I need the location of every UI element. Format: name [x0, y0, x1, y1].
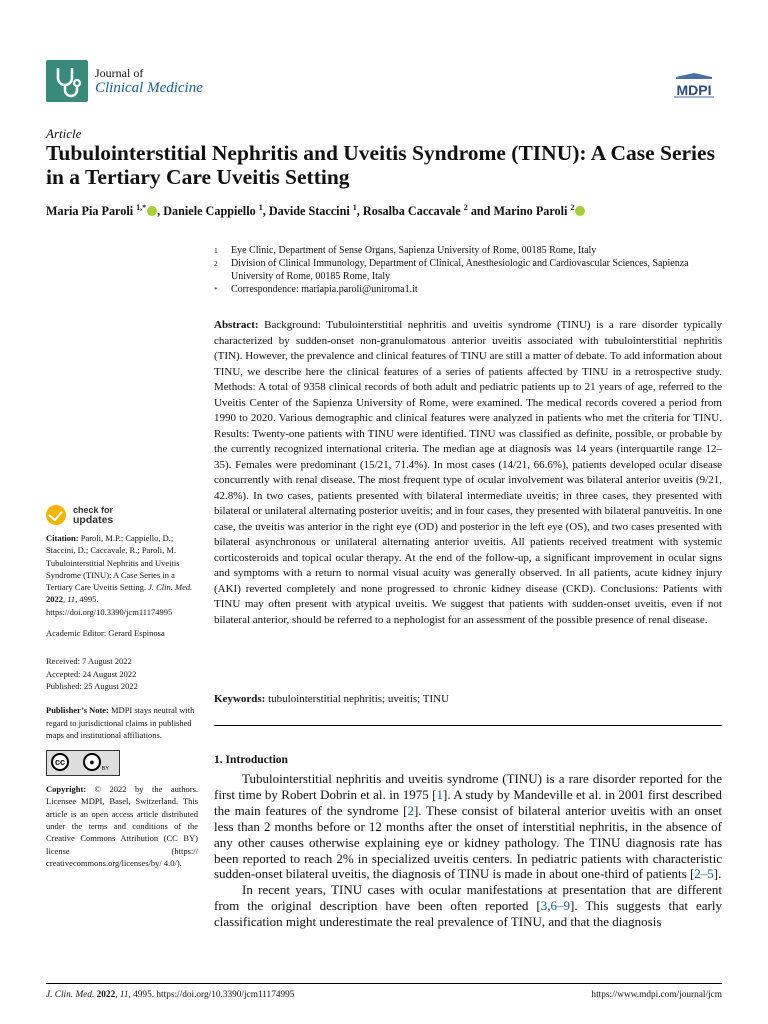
citation-year: 2022 [46, 594, 63, 605]
footer-doi[interactable]: , 4995. https://doi.org/10.3390/jcm11174995 [128, 990, 295, 1000]
introduction-body [214, 771, 722, 930]
reference-link[interactable]: 2–5 [694, 866, 714, 882]
publisher-name: MDPI [676, 82, 712, 98]
author-affiliation-mark: 1,* [136, 203, 147, 212]
academic-editor: Academic Editor: Gerard Espinosa [46, 628, 165, 639]
author-name: Marino Paroli [493, 204, 571, 219]
affiliation-number: 1 [214, 246, 218, 255]
footer-journal: J. Clin. Med. [46, 990, 95, 1000]
citation-label: Citation: [46, 533, 79, 543]
affiliation-item [214, 257, 724, 283]
intro-paragraph: In recent years, TINU cases with ocular manifestations at presentation that are different from the original description have been often reported [3,6–9]. This suggests that early classification might underestimate the real prevalence of TINU, and that the diagnosis [214, 882, 722, 930]
author-name: Maria Pia Paroli [46, 204, 137, 219]
cc-icon: cc [51, 753, 69, 771]
author-name: Daniele Cappiello [163, 204, 259, 219]
footer-year: 2022 [96, 990, 116, 1000]
reference-link[interactable]: 1 [436, 786, 443, 802]
copyright [46, 783, 198, 869]
published-date: Published: 25 August 2022 [46, 680, 138, 691]
affiliation-number: 2 [214, 259, 218, 268]
affiliation-item [214, 283, 724, 296]
affiliations [214, 244, 724, 296]
abstract-label: Abstract: [214, 319, 259, 331]
journal-logo [46, 60, 88, 102]
affiliation-text: Eye Clinic, Department of Sense Organs, Sapienza University of Rome, 00185 Rome, Italy [231, 245, 597, 256]
publishers-note [46, 704, 198, 741]
author-name: Rosalba Caccavale [362, 204, 464, 219]
citation: Citation: Paroli, M.P.; Cappiello, D.; Staccini, D.; Caccavale, R.; Paroli, M. Tubulointerstitial Nephritis and Uveitis Syndrome (TINU): A Case Series in a Tertiary Care Uveitis Setting. J. Clin. Med. 2022, 11, 4995. https://doi.org/10.3390/jcm11174995 [46, 533, 193, 617]
publisher-logo [668, 73, 720, 99]
abstract [214, 318, 722, 628]
reference-link[interactable]: 6–9 [550, 898, 571, 914]
article-title: Tubulointerstitial Nephritis and Uveitis Syndrome (TINU): A Case Series in a Tertiary Care Uveitis Setting [46, 141, 715, 189]
citation-volume: 11 [67, 594, 76, 605]
reference-link[interactable]: 2 [407, 802, 414, 818]
updates-line1: check for [73, 505, 114, 515]
accepted-date: Accepted: 24 August 2022 [46, 668, 137, 679]
intro-paragraph: Tubulointerstitial nephritis and uveitis syndrome (TINU) is a rare disorder reported for the first time by Robert Dobrin et al. in 1975 [1]. A study by Mandeville et al. in 2001 first described the main features of the syndrome [2]. These consist of bilateral anterior uveitis with an onset less than 2 months before or 12 months after the onset of interstitial nephritis, in the absence of any other causes otherwise explaining eye or kidney pathology. The TINU diagnosis rate has been reported to reach 2% in specialized uveitis centers. In pediatric patients with characteristic sudden-onset bilateral uveitis, the diagnosis of TINU is made in about one-third of patients [2–5]. [214, 771, 722, 882]
affiliation-number: * [214, 285, 218, 294]
footer-citation: J. Clin. Med. 2022, 11, 4995. https://doi.org/10.3390/jcm11174995 [46, 990, 295, 1000]
stethoscope-icon [46, 60, 88, 102]
note-text: MDPI stays neutral with regard to jurisdictional claims in published maps and institutional affiliations. [46, 705, 195, 740]
reference-link[interactable]: 3 [540, 898, 548, 914]
sidebar [46, 532, 198, 878]
by-person-icon: ● [83, 753, 101, 771]
check-for-updates-button[interactable] [46, 505, 113, 525]
cc-by-label: BY [101, 765, 109, 772]
journal-name: Clinical Medicine [95, 80, 203, 96]
author-affiliation-mark: 1 [258, 203, 263, 212]
affiliation-item [214, 244, 724, 257]
orcid-icon[interactable] [575, 206, 585, 216]
keywords-label: Keywords: [214, 693, 266, 705]
abstract-text: Background: Tubulointerstitial nephritis and uveitis syndrome (TINU) is a rare disorder typically characterized by sudden-onset non-granulomatous anterior uveitis associated with tubulointerstitial nephritis (TIN). However, the prevalence and clinical features of TINU are still a matter of debate. To add information about TINU, we describe here the clinical features of a series of patients affected by TINU in a retrospective study. Methods: A total of 9358 clinical records of both adult and pediatric patients up to 21 years of age, referred to the Uveitis Center of the Sapienza University of Rome, were examined. The medical records covered a period from 1990 to 2020. Various demographic and clinical features were analyzed in patients who met the criteria for TINU. Results: Twenty-one patients with TINU were identified. TINU was classified as definite, possible, or probable by the currently recognized international criteria. The median age at diagnosis was 14 years (interquartile range 12–35). Females were predominant (15/21, 71.4%). In most cases (14/21, 66.6%), patients developed ocular disease concurrently with renal disease. The most frequent type of ocular involvement was bilateral anterior uveitis (9/21, 42.8%). In two cases, patients presented with bilateral intermediate uveitis; in three cases, they presented with bilateral or unilateral alternating posterior uveitis; and in four cases, they presented with bilateral panuveitis. In one case, the uveitis was anterior in the right eye (OD) and posterior in the left eye (OS), and two cases presented with bilateral asynchronous or unilateral alternating anterior uveitis. All patients received treatment with systemic corticosteroids and topical ocular therapy. At the end of the follow-up, a significant improvement in ocular signs and symptoms with a return to normal visual acuity was generally observed. In all patients, acute kidney injury (AKI) reverted completely and none progressed to chronic kidney disease (CKD). Conclusions: Patients with TINU may often present with atypical uveitis. We suggest that patients with sudden-onset uveitis, even if not bilateral anterior, should be referred to a nephologist for an assessment of the possible presence of renal disease. [214, 319, 722, 626]
author-affiliation-mark: 1 [352, 203, 357, 212]
updates-line2: updates [73, 514, 114, 526]
note-label: Publisher’s Note: [46, 705, 109, 716]
keywords [214, 693, 722, 705]
section-heading: 1. Introduction [214, 754, 288, 766]
received-date: Received: 7 August 2022 [46, 656, 132, 667]
citation-doi[interactable]: , 4995. https://doi.org/10.3390/jcm11174995 [46, 594, 173, 617]
copyright-text: © 2022 by the authors. Licensee MDPI, Basel, Switzerland. This article is an open access article distributed under the terms and conditions of the Creative Commons Attribution (CC BY) license (https:// creativecommons.org/licenses/by/ 4.0/). [46, 784, 199, 868]
cc-license-badge[interactable] [46, 750, 120, 776]
affiliation-text: Correspondence: mariapia.paroli@uniroma1.it [231, 284, 418, 295]
copyright-label: Copyright: [46, 784, 87, 795]
affiliation-text: Division of Clinical Immunology, Department of Clinical, Anesthesiologic and Cardiovascular Sciences, Sapienza University of Rome, 00185 Rome, Italy [231, 258, 689, 282]
author-name: Davide Staccini [268, 204, 353, 219]
orcid-icon[interactable] [147, 206, 157, 216]
footer-volume: 11 [119, 990, 129, 1000]
section-divider [214, 725, 722, 726]
author-affiliation-mark: 2 [463, 203, 468, 212]
check-updates-icon [46, 505, 66, 525]
journal-name-prefix: Journal of [95, 66, 144, 80]
author-list: Maria Pia Paroli $^{1,*}$ , Daniele Cappiello $^1$, Davide Staccini $^1$, Rosalba Caccavale $^2$ and Marino Paroli $^2$ [46, 203, 736, 219]
author-affiliation-mark: 2 [570, 203, 575, 212]
article-type: Article [46, 126, 82, 141]
keywords-text: tubulointerstitial nephritis; uveitis; TINU [268, 693, 450, 705]
citation-journal: J. Clin. Med. [148, 582, 193, 593]
footer-journal-url[interactable]: https://www.mdpi.com/journal/jcm [591, 990, 722, 1000]
citation-text: Paroli, M.P.; Cappiello, D.; Staccini, D.; Caccavale, R.; Paroli, M. Tubulointerstitial Nephritis and Uveitis Syndrome (TINU): A Case Series in a Tertiary Care Uveitis Setting. [46, 533, 180, 593]
footer-divider [46, 983, 722, 984]
